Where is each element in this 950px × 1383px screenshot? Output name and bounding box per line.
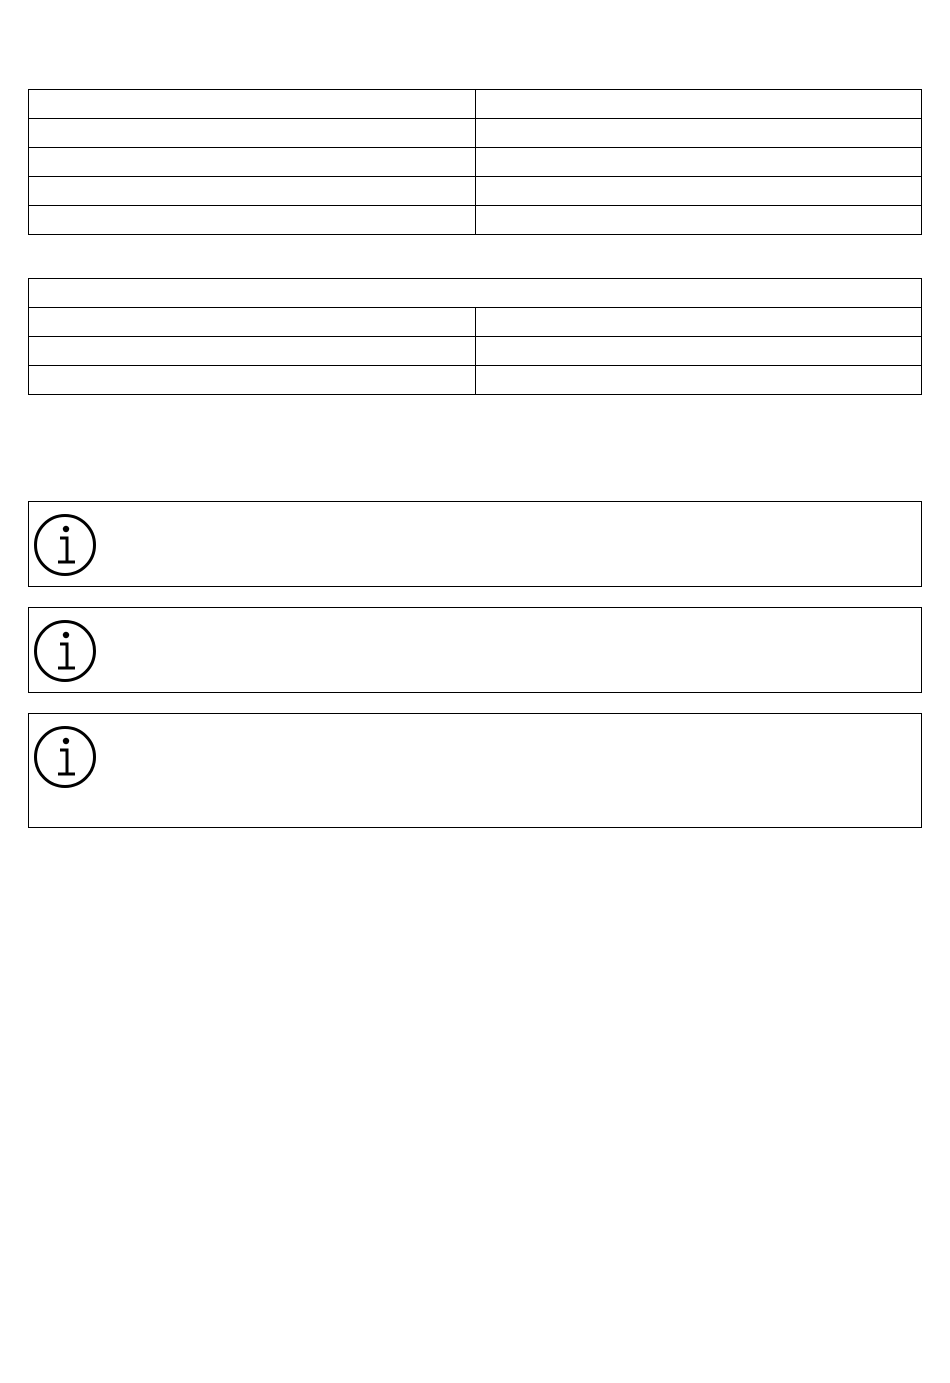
table-row xyxy=(29,119,922,148)
table-cell xyxy=(475,308,922,337)
info-note xyxy=(28,713,922,828)
table-row xyxy=(29,177,922,206)
table-cell xyxy=(29,366,476,395)
table-cell xyxy=(29,337,476,366)
table-cell xyxy=(475,90,922,119)
info-note xyxy=(28,607,922,693)
table-cell xyxy=(475,177,922,206)
table-row xyxy=(29,148,922,177)
table-row xyxy=(29,90,922,119)
info-icon xyxy=(33,725,97,789)
table-header-cell xyxy=(29,279,922,308)
table-cell xyxy=(29,119,476,148)
info-note xyxy=(28,501,922,587)
info-icon xyxy=(33,513,97,577)
table-2 xyxy=(28,278,922,395)
table-cell xyxy=(475,119,922,148)
table-cell xyxy=(475,337,922,366)
table-row xyxy=(29,206,922,235)
table-header-row xyxy=(29,279,922,308)
table-cell xyxy=(475,148,922,177)
table-cell xyxy=(475,206,922,235)
table-row xyxy=(29,366,922,395)
table-cell xyxy=(29,148,476,177)
table-1 xyxy=(28,89,922,235)
table-cell xyxy=(475,366,922,395)
table-row xyxy=(29,308,922,337)
table-cell xyxy=(29,177,476,206)
table-cell xyxy=(29,90,476,119)
table-cell xyxy=(29,206,476,235)
info-icon xyxy=(33,619,97,683)
table-cell xyxy=(29,308,476,337)
table-row xyxy=(29,337,922,366)
